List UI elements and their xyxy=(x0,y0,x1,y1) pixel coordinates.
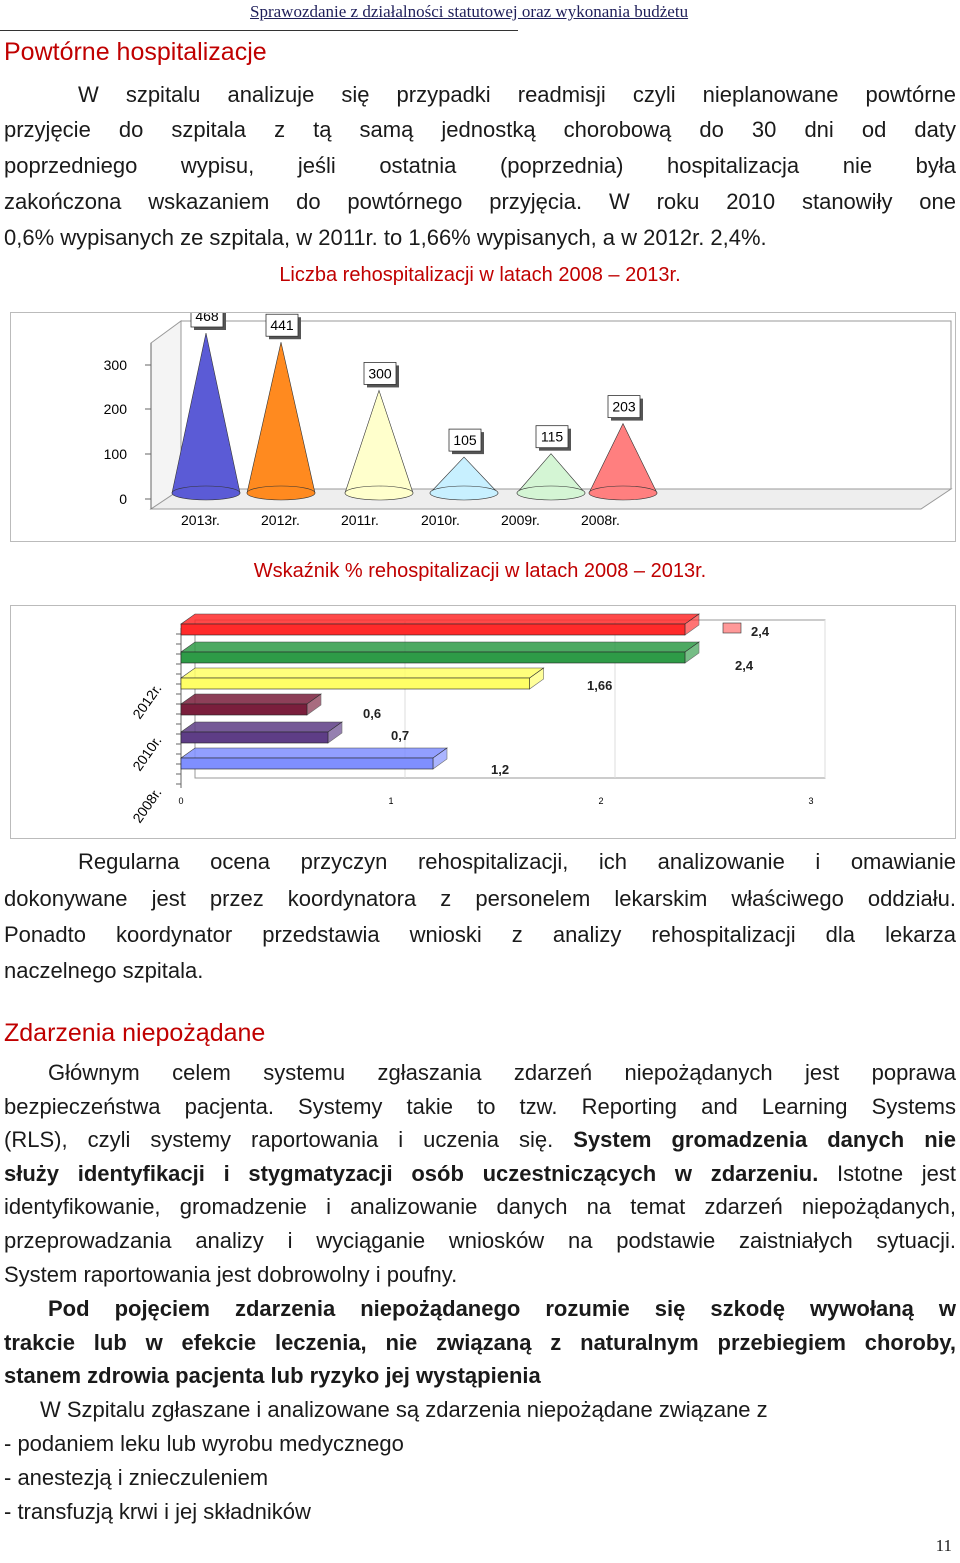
paragraph-line xyxy=(4,1127,956,1153)
text-span: (RLS), czyli systemy raportowania i uczenia się. xyxy=(4,1127,574,1152)
x-category-label: 2010r. xyxy=(421,512,460,528)
paragraph-line: poprzedniego wypisu, jeśli ostatnia (poprzednia) hospitalizacja nie była xyxy=(4,153,956,178)
paragraph-line: zakończona wskazaniem do powtórnego przyjęcia. W roku 2010 stanowiły one xyxy=(4,189,956,214)
bar-top xyxy=(181,748,447,758)
cone-base xyxy=(247,486,315,500)
paragraph-line: Regularna ocena przyczyn rehospitalizacji, ich analizowanie i omawianie xyxy=(78,849,956,874)
data-label: 468 xyxy=(195,313,219,324)
data-label: 0,6 xyxy=(363,706,382,721)
paragraph-line: bezpieczeństwa pacjenta. Systemy takie to tzw. Reporting and Learning Systems xyxy=(4,1094,956,1119)
chart-rehospitalization-rate xyxy=(10,605,956,839)
y-category-label: 2008r. xyxy=(129,784,165,826)
data-label: 115 xyxy=(540,428,564,445)
bar xyxy=(181,624,685,635)
document-header: Sprawozdanie z działalności statutowej oraz wykonania budżetu xyxy=(250,2,689,21)
y-category-label: 2012r. xyxy=(129,680,165,722)
chart1-svg xyxy=(11,313,955,541)
list-item: - podaniem leku lub wyrobu medycznego xyxy=(4,1431,404,1456)
x-tick-label: 1 xyxy=(388,796,394,806)
marker-box xyxy=(723,623,741,633)
cone-base xyxy=(430,486,498,500)
chart-rehospitalization-count xyxy=(10,312,956,542)
bold-text-span: służy identyfikacji i stygmatyzacji osób uczestniczących w zdarzeniu. xyxy=(4,1161,819,1186)
cone-base xyxy=(172,486,240,500)
paragraph-line: naczelnego szpitala. xyxy=(4,958,204,983)
x-category-label: 2011r. xyxy=(341,512,379,528)
cone-base xyxy=(589,486,657,500)
data-label: 1,66 xyxy=(587,678,613,693)
y-tick-label: 200 xyxy=(103,401,127,417)
paragraph-line: dokonywane jest przez koordynatora z personelem lekarskim właściwego oddziału. xyxy=(4,886,956,911)
paragraph-line: W szpitalu analizuje się przypadki readmisji czyli nieplanowane powtórne xyxy=(78,82,956,107)
definition-line: stanem zdrowia pacjenta lub ryzyko jej wystąpienia xyxy=(4,1363,541,1388)
cone-base xyxy=(517,486,585,500)
list-item: - transfuzją krwi i jej składników xyxy=(4,1499,311,1524)
data-label: 1,2 xyxy=(491,762,510,777)
data-label: 441 xyxy=(270,317,294,334)
bar xyxy=(181,704,307,715)
data-label: 203 xyxy=(612,398,636,415)
bar xyxy=(181,678,530,689)
paragraph-line: System raportowania jest dobrowolny i poufny. xyxy=(4,1262,458,1287)
y-category-label: 2010r. xyxy=(129,732,165,774)
paragraph-line: przeprowadzania analizy i wyciąganie wniosków na podstawie zaistniałych sytuacji. xyxy=(4,1228,956,1253)
paragraph-line: Głównym celem systemu zgłaszania zdarzeń niepożądanych jest poprawa xyxy=(48,1060,956,1085)
bar xyxy=(181,652,685,663)
paragraph-line: Ponadto koordynator przedstawia wnioski z analizy rehospitalizacji dla lekarza xyxy=(4,922,956,947)
bold-text-span: System gromadzenia danych nie xyxy=(573,1127,957,1152)
text-span: Istotne jest xyxy=(818,1161,956,1186)
cone-base xyxy=(345,486,413,500)
chart2-svg xyxy=(11,606,955,838)
chart1-caption: Liczba rehospitalizacji w latach 2008 – 2013r. xyxy=(279,264,681,286)
list-intro: W Szpitalu zgłaszane i analizowane są zdarzenia niepożądane związane z xyxy=(40,1397,768,1422)
bar-top xyxy=(181,668,544,678)
data-label: 2,4 xyxy=(751,624,770,639)
bar-top xyxy=(181,722,342,732)
paragraph-line xyxy=(4,1161,956,1187)
bar-top xyxy=(181,642,699,652)
x-category-label: 2013r. xyxy=(181,512,220,528)
x-category-label: 2012r. xyxy=(261,512,300,528)
section-title-rehospitalization: Powtórne hospitalizacje xyxy=(4,38,267,66)
paragraph-line: przyjęcie do szpitala z tą samą jednostką chorobową do 30 dni od daty xyxy=(4,117,956,142)
header-divider xyxy=(0,30,518,31)
bar xyxy=(181,758,433,769)
bar-top xyxy=(181,694,321,704)
paragraph-line: identyfikowanie, gromadzenie i analizowanie danych na temat zdarzeń niepożądanych, xyxy=(4,1194,956,1219)
x-category-label: 2008r. xyxy=(581,512,620,528)
definition-line: Pod pojęciem zdarzenia niepożądanego rozumie się szkodę wywołaną w xyxy=(48,1296,956,1321)
page-number: 11 xyxy=(935,1536,952,1555)
chart2-caption: Wskaźnik % rehospitalizacji w latach 2008 – 2013r. xyxy=(253,560,707,582)
data-label: 0,7 xyxy=(391,728,410,743)
data-label: 105 xyxy=(453,432,477,449)
section-title-adverse-events: Zdarzenia niepożądane xyxy=(4,1019,266,1047)
data-label: 2,4 xyxy=(735,658,754,673)
x-tick-label: 0 xyxy=(178,796,184,806)
y-tick-label: 300 xyxy=(103,357,127,373)
y-tick-label: 0 xyxy=(119,491,127,507)
bar xyxy=(181,732,328,743)
x-category-label: 2009r. xyxy=(501,512,540,528)
paragraph-line: 0,6% wypisanych ze szpitala, w 2011r. to 1,66% wypisanych, a w 2012r. 2,4%. xyxy=(4,225,767,250)
list-item: - anestezją i znieczuleniem xyxy=(4,1465,269,1490)
y-tick-label: 100 xyxy=(103,446,127,462)
bar-top xyxy=(181,614,699,624)
definition-line: trakcie lub w efekcie leczenia, nie związaną z naturalnym przebiegiem choroby, xyxy=(4,1330,956,1355)
x-tick-label: 2 xyxy=(598,796,604,806)
data-label: 300 xyxy=(368,365,392,382)
x-tick-label: 3 xyxy=(808,796,814,806)
